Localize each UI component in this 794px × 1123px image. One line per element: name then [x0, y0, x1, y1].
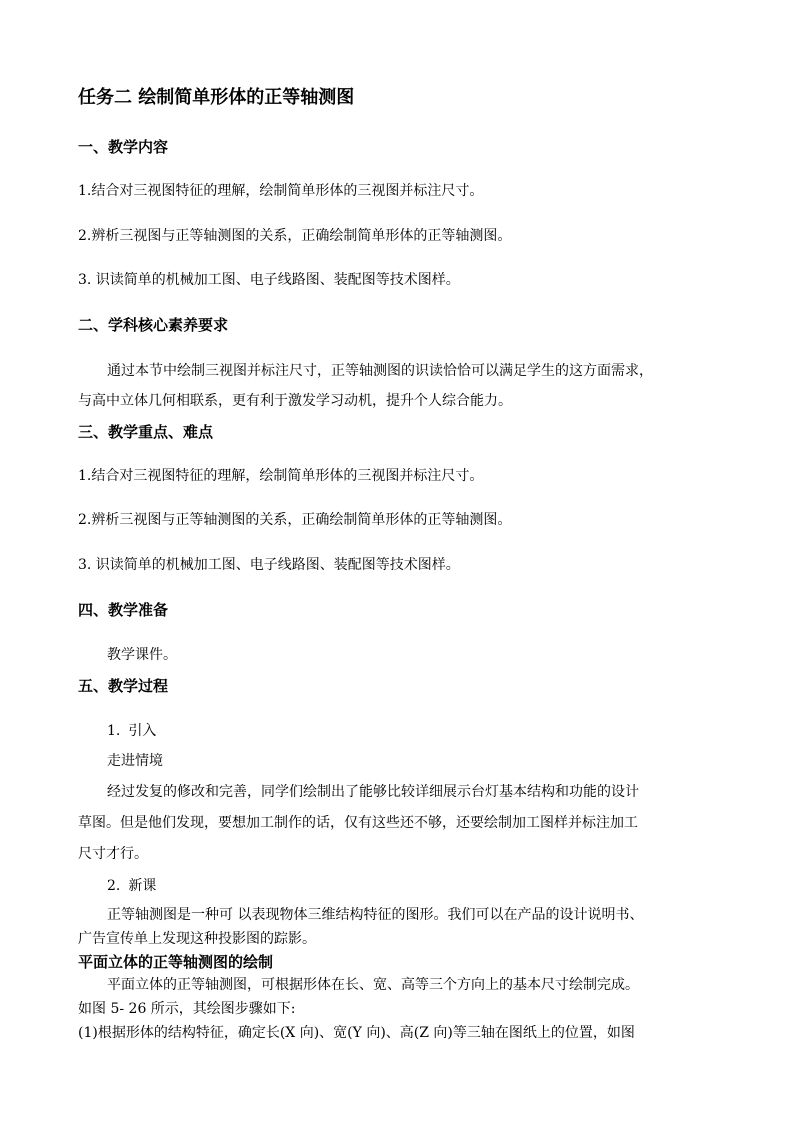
subheading-plane-solid: 平面立体的正等轴测图的绘制	[78, 953, 274, 971]
section-heading-process: 五、教学过程	[78, 677, 169, 695]
document-title: 任务二 绘制简单形体的正等轴测图	[78, 87, 355, 108]
final-line-3: (1)根据形体的结构特征，确定长(X 向)、宽(Y 向)、高(Z 向)等三轴在图纸上的位置，如图	[78, 1025, 635, 1041]
keypoint-item-1: 1.结合对三视图特征的理解，绘制简单形体的三视图并标注尺寸。	[78, 468, 484, 484]
literacy-paragraph-line-1: 通过本节中绘制三视图并标注尺寸，正等轴测图的识读恰恰可以满足学生的这方面需求，	[107, 363, 653, 379]
section-heading-content: 一、教学内容	[78, 138, 169, 156]
section-heading-literacy: 二、学科核心素养要求	[78, 316, 229, 334]
step-1-number: 1.	[107, 723, 121, 739]
final-line-2: 如图 5- 26 所示，其绘图步骤如下:	[78, 1001, 296, 1017]
step-1-label: 引入	[128, 723, 157, 739]
final-line-1: 平面立体的正等轴测图，可根据形体在长、宽、高等三个方向上的基本尺寸绘制完成。	[107, 977, 639, 993]
content-item-3: 3. 识读简单的机械加工图、电子线路图、装配图等技术图样。	[78, 272, 460, 288]
content-item-2: 2.辨析三视图与正等轴测图的关系，正确绘制简单形体的正等轴测图。	[78, 228, 512, 244]
step-1-subtitle: 走进情境	[107, 753, 163, 769]
keypoint-item-2: 2.辨析三视图与正等轴测图的关系，正确绘制简单形体的正等轴测图。	[78, 512, 512, 528]
literacy-paragraph-line-2: 与高中立体几何相联系，更有利于激发学习动机，提升个人综合能力。	[78, 393, 512, 409]
preparation-text: 教学课件。	[107, 647, 177, 663]
step-1-paragraph-line-3: 尺寸才行。	[78, 846, 148, 862]
step-2-label: 新课	[128, 878, 157, 894]
step-2-number: 2.	[107, 878, 121, 894]
section-heading-keypoints: 三、教学重点、难点	[78, 423, 214, 441]
step-2-paragraph-line-2: 广告宣传单上发现这种投影图的踪影。	[78, 931, 316, 947]
section-heading-preparation: 四、教学准备	[78, 601, 169, 619]
step-2-heading	[107, 876, 156, 896]
step-1-paragraph-line-2: 草图。但是他们发现，要想加工制作的话，仅有这些还不够，还要绘制加工图样并标注加工	[78, 815, 638, 831]
step-1-paragraph-line-1: 经过发复的修改和完善，同学们绘制出了能够比较详细展示台灯基本结构和功能的设计	[107, 784, 639, 800]
keypoint-item-3: 3. 识读简单的机械加工图、电子线路图、装配图等技术图样。	[78, 557, 460, 573]
content-item-1: 1.结合对三视图特征的理解，绘制简单形体的三视图并标注尺寸。	[78, 183, 484, 199]
step-1-heading	[107, 721, 156, 741]
step-2-paragraph-line-1: 正等轴测图是一种可 以表现物体三维结构特征的图形。我们可以在产品的设计说明书、	[107, 907, 644, 923]
